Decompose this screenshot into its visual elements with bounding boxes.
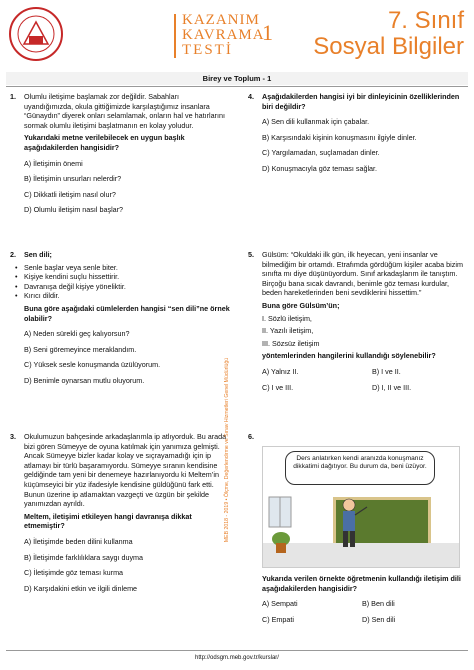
option-a[interactable]: A) Neden sürekli geç kalıyorsun? [24, 329, 130, 339]
bullet-item: • Kişiye kendini suçlu hissettirir. [24, 272, 230, 282]
question-intro: Sen dili; [24, 250, 52, 259]
grade-label: 7. Sınıf [387, 7, 464, 34]
statement-1: I. Sözlü iletişim, [262, 313, 312, 323]
question-number: 5. [248, 250, 254, 259]
option-b[interactable]: B) I ve II. [372, 366, 401, 376]
option-b[interactable]: B) İletişimin unsurları nelerdir? [24, 174, 122, 184]
question-text: Olumlu iletişime başlamak zor değildir. Sabahları uyandığımızda, okula gittiğimizde karşılaştığımız insanlara “Günaydın” diyerek onları selamlamak, onların hal ve hatırlarını sormak olumlu iletişimi başlatmanın en kolay yoludur. [24, 92, 225, 130]
subject-label: Sosyal Bilgiler [313, 33, 464, 60]
question-4 [248, 92, 464, 180]
question-1 [10, 92, 230, 221]
option-a[interactable]: A) Sen dili kullanmak için çabalar. [262, 117, 370, 127]
grade-subject [313, 8, 464, 60]
logo-number: 1 [262, 20, 273, 45]
vertical-credit: MEB 2018 - 2019 • Ölçme, Değerlendirme ve Sınav Hizmetleri Genel Müdürlüğü [224, 357, 230, 543]
option-a[interactable]: A) İletişimde beden dilini kullanma [24, 536, 133, 546]
option-d[interactable]: D) Olumlu iletişim nasıl başlar? [24, 205, 124, 215]
option-c[interactable]: C) I ve III. [262, 382, 294, 392]
footer-url[interactable]: http://odsgm.meb.gov.tr/kurslar/ [195, 655, 279, 661]
teacher-illustration [262, 446, 460, 568]
option-b[interactable]: B) Karşısındaki kişinin konuşmasını ilgiyle dinler. [262, 132, 417, 142]
logo-line-2: KAVRAMA [182, 27, 265, 43]
option-d[interactable]: D) I, II ve III. [372, 382, 412, 392]
divider [6, 86, 468, 87]
option-d[interactable]: D) Sen dili [362, 614, 396, 624]
option-b[interactable]: B) İletişimde farklılıklara saygı duyma [24, 552, 144, 562]
question-text: Gülsüm: “Okuldaki ilk gün, ilk heyecan, yeni insanlar ve bilmediğim bir ortamdı. Etrafımda gördüğüm kişiler acaba bizim sınıfta mı diye düşünüyordum. Sınıf arkadaşlarım ile tanıştım. Birçoğu bana sıcak davrandı, benimle göz teması kurdular, beden hareketlerinden beni sevdiklerini hissettim.” [262, 250, 463, 298]
question-2 [10, 250, 230, 392]
statement-3: III. Sözsüz iletişim [262, 338, 320, 348]
question-stem: Aşağıdakilerden hangisi iyi bir dinleyicinin özelliklerinden biri değildir? [262, 92, 460, 111]
option-d[interactable]: D) Karşıdakini etkin ve ilgili dinleme [24, 583, 138, 593]
option-d[interactable]: D) Benimle oynarsan mutlu oluyorum. [24, 375, 145, 385]
logo-line-3: TESTİ [182, 42, 233, 58]
option-c[interactable]: C) Dikkatli iletişim nasıl olur? [24, 189, 116, 199]
bullet-item: • Kırıcı dildir. [24, 291, 230, 301]
option-c[interactable]: C) Yargılamadan, suçlamadan dinler. [262, 148, 380, 158]
teacher-figure-icon [263, 447, 459, 567]
option-b[interactable]: B) Ben dili [362, 599, 395, 609]
question-text: Okulumuzun bahçesinde arkadaşlarımla ip atlıyorduk. Bu arada bizi gören Sümeyye de oyuna katılmak için yanımıza gelmişti. Ancak Sümeyye bizler kadar kolay ve sıçrayamadığı için ip atlamayı bir türlü başaramıyordu. Sümeyye sıranın kendisine geldiğinde tam yeni bir denemeye hazırlanıyordu ki Meltem’in küçümseyici bir yüz ifadesiyle kendisine güldüğünü fark etti. Bunun üzerine ip atlamaktan vazgeçti ve üzgün bir şekilde yanımızdan ayrıldı. [24, 432, 227, 509]
speech-bubble: Ders anlatırken kendi aranızda konuşmanız dikkatimi dağıtıyor. Bu durum da, beni üzüyor. [285, 451, 435, 485]
question-stem: Meltem, iletişimi etkileyen hangi davranışa dikkat etmemiştir? [24, 511, 192, 531]
option-a[interactable]: A) Yalnız II. [262, 366, 299, 376]
test-logo [170, 12, 290, 62]
option-c[interactable]: C) İletişimde göz teması kurma [24, 568, 124, 578]
question-number: 3. [10, 432, 16, 441]
question-stem: yöntemlerinden hangilerini kullandığı söylenebilir? [262, 351, 436, 361]
bullet-item: • Senle başlar veya senle biter. [24, 263, 230, 273]
ministry-seal-logo [8, 6, 64, 62]
question-3 [10, 432, 230, 599]
question-intro: Buna göre Gülsüm’ün; [262, 300, 340, 310]
option-a[interactable]: A) İletişimin önemi [24, 158, 83, 168]
question-stem: Yukarıdaki metne verilebilecek en uygun başlık aşağıdakilerden hangisidir? [24, 133, 185, 152]
option-b[interactable]: B) Seni göremeyince meraklandım. [24, 344, 137, 354]
statement-2: II. Yazılı iletişim, [262, 326, 314, 336]
question-stem: Buna göre aşağıdaki cümlelerden hangisi “sen dili”ne örnek olabilir? [24, 303, 230, 323]
option-d[interactable]: D) Konuşmacıyla göz teması sağlar. [262, 163, 378, 173]
question-6-body [262, 574, 462, 624]
bullet-item: • Davranışa değil kişiye yöneliktir. [24, 282, 230, 292]
logo-bar [174, 14, 176, 58]
footer-divider [6, 650, 468, 651]
logo-line-1: KAZANIM [182, 12, 260, 28]
question-number: 4. [248, 92, 254, 101]
question-number: 6. [248, 432, 254, 441]
question-number: 1. [10, 92, 16, 101]
question-5 [248, 250, 464, 392]
option-a[interactable]: A) Sempati [262, 599, 298, 609]
question-number: 2. [10, 250, 16, 259]
question-stem: Yukarıda verilen örnekte öğretmenin kullandığı iletişim dili aşağıdakilerden hangisidir? [262, 574, 461, 593]
topic-title: Birey ve Toplum - 1 [202, 74, 272, 83]
option-c[interactable]: C) Yüksek sesle konuşmanda üzülüyorum. [24, 360, 161, 370]
option-c[interactable]: C) Empati [262, 614, 294, 624]
